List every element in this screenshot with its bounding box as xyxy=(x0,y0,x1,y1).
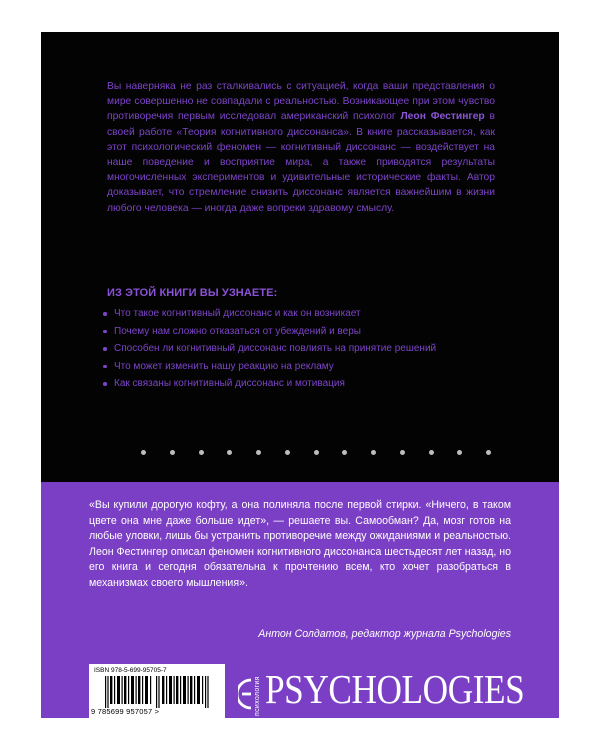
dot-icon xyxy=(400,450,405,455)
barcode-bars-icon xyxy=(105,676,213,708)
learn-item-text: Почему нам сложно отказаться от убеждений и веры xyxy=(114,325,361,337)
book-back-cover xyxy=(41,32,559,718)
bullet-icon xyxy=(103,382,107,386)
learn-item-text: Способен ли когнитивный диссонанс повлиять на принятие решений xyxy=(114,343,437,354)
dot-icon xyxy=(457,450,462,455)
learn-list-item xyxy=(103,375,503,393)
book-description xyxy=(107,79,495,216)
learn-list-item xyxy=(103,340,503,358)
bullet-icon xyxy=(103,365,107,369)
cover-top-panel xyxy=(41,32,559,482)
dot-icon xyxy=(141,450,146,455)
learn-list-item xyxy=(103,358,503,376)
learn-item-text: Как связаны когнитивный диссонанс и мотивация xyxy=(114,378,345,389)
description-text-end: в своей работе «Теория когнитивного диссонанса». В книге рассказывается, как этот психологический феномен — когнитивный диссонанс — воздействует на наше поведение и восприятие мира, а также приводятся результаты многочисленных экспериментов и удивительные исторические факты. Автор доказывает, что стремление снизить диссонанс является важнейшим в жизни любого человека — иногда даже вопреки здравому смыслу. xyxy=(107,111,495,214)
description-text-start: Вы наверняка не раз сталкивались с ситуацией, когда ваши представления о мире совершенно не совпадали с реальностью. Возникающее при этом чувство противоречия первым исследовал американский психолог xyxy=(107,81,495,123)
dot-icon xyxy=(199,450,204,455)
barcode-number: 9 785699 957057 > xyxy=(91,707,160,716)
decorative-dot-row xyxy=(141,450,491,456)
series-label-text: психология xyxy=(254,676,261,716)
psychologies-logo: PSYCHOLOGIES xyxy=(265,666,525,712)
dot-icon xyxy=(256,450,261,455)
bullet-icon xyxy=(103,347,107,351)
dot-icon xyxy=(429,450,434,455)
editor-quote: «Вы купили дорогую кофту, а она полиняла после первой стирки. «Ничего, в таком цвете она мне даже больше идет», — решаете вы. Самообман? Да, мозг готов на любые уловки, лишь бы устранить противоречие между ожиданиями и реальностью. Леон Фестингер описал феномен когнитивного диссонанса шестьдесят лет назад, но его книга и сегодня обязательна к прочтению всем, кто хочет разобраться в механизмах своего мышления». xyxy=(89,499,511,589)
learn-list xyxy=(103,305,503,393)
learn-item-text: Что может изменить нашу реакцию на рекламу xyxy=(114,360,334,372)
dot-icon xyxy=(371,450,376,455)
dot-icon xyxy=(342,450,347,455)
description-author-name: Леон Фестингер xyxy=(400,111,485,123)
learn-item-text: Что такое когнитивный диссонанс и как он возникает xyxy=(114,308,361,319)
quote-attribution: Антон Солдатов, редактор журнала Psychologies xyxy=(258,628,511,640)
dot-icon xyxy=(314,450,319,455)
learn-list-item xyxy=(103,305,503,323)
bullet-icon xyxy=(103,330,107,334)
learn-list-item xyxy=(103,323,503,341)
barcode xyxy=(89,664,225,718)
dot-icon xyxy=(170,450,175,455)
learn-heading: ИЗ ЭТОЙ КНИГИ ВЫ УЗНАЕТЕ: xyxy=(107,287,278,299)
isbn-label: ISBN 978-5-699-95705-7 xyxy=(94,667,167,674)
bullet-icon xyxy=(103,312,107,316)
dot-icon xyxy=(285,450,290,455)
dot-icon xyxy=(227,450,232,455)
dot-icon xyxy=(486,450,491,455)
eksmo-logo-icon xyxy=(238,674,254,714)
cover-bottom-panel xyxy=(41,482,559,718)
